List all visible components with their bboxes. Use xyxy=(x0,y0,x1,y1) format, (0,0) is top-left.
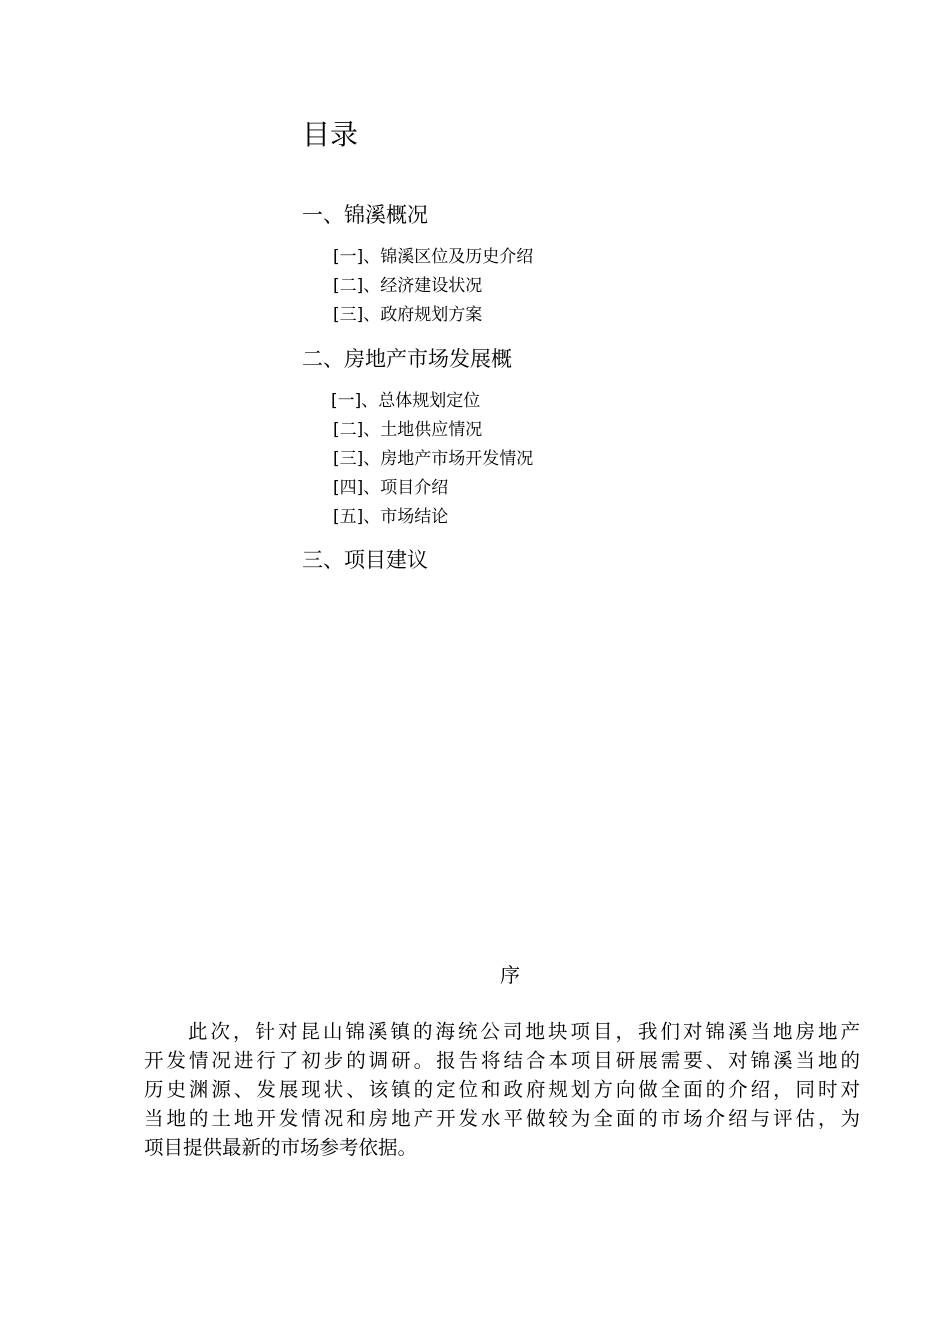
preface-line: 当地的土地开发情况和房地产开发水平做较为全面的市场介绍与评估，为 xyxy=(144,1107,860,1130)
preface-line: 项目提供最新的市场参考依据。 xyxy=(144,1136,418,1159)
toc-section-2: 二、房地产市场发展概 xyxy=(302,347,512,371)
preface-line: 此次，针对昆山锦溪镇的海统公司地块项目，我们对锦溪当地房地产 xyxy=(188,1020,860,1043)
toc-item: [三]、政府规划方案 xyxy=(333,305,483,325)
toc-item: [三]、房地产市场开发情况 xyxy=(333,449,534,469)
toc-item: [二]、土地供应情况 xyxy=(333,420,483,440)
preface-line: 开发情况进行了初步的调研。报告将结合本项目研展需要、对锦溪当地的 xyxy=(144,1049,860,1072)
toc-title: 目录 xyxy=(302,118,359,151)
toc-item: [一]、锦溪区位及历史介绍 xyxy=(333,247,534,267)
preface-body xyxy=(144,1017,860,1162)
toc-section-1: 一、锦溪概况 xyxy=(302,203,428,227)
preface-paragraph xyxy=(144,1017,860,1162)
toc-item: [一]、总体规划定位 xyxy=(331,391,481,411)
toc-item: [四]、项目介绍 xyxy=(333,478,449,498)
preface-line: 历史渊源、发展现状、该镇的定位和政府规划方向做全面的介绍，同时对 xyxy=(144,1078,860,1101)
preface-title: 序 xyxy=(500,963,520,987)
toc-item: [五]、市场结论 xyxy=(333,507,449,527)
toc-item: [二]、经济建设状况 xyxy=(333,276,483,296)
toc-section-3: 三、项目建议 xyxy=(302,548,428,572)
